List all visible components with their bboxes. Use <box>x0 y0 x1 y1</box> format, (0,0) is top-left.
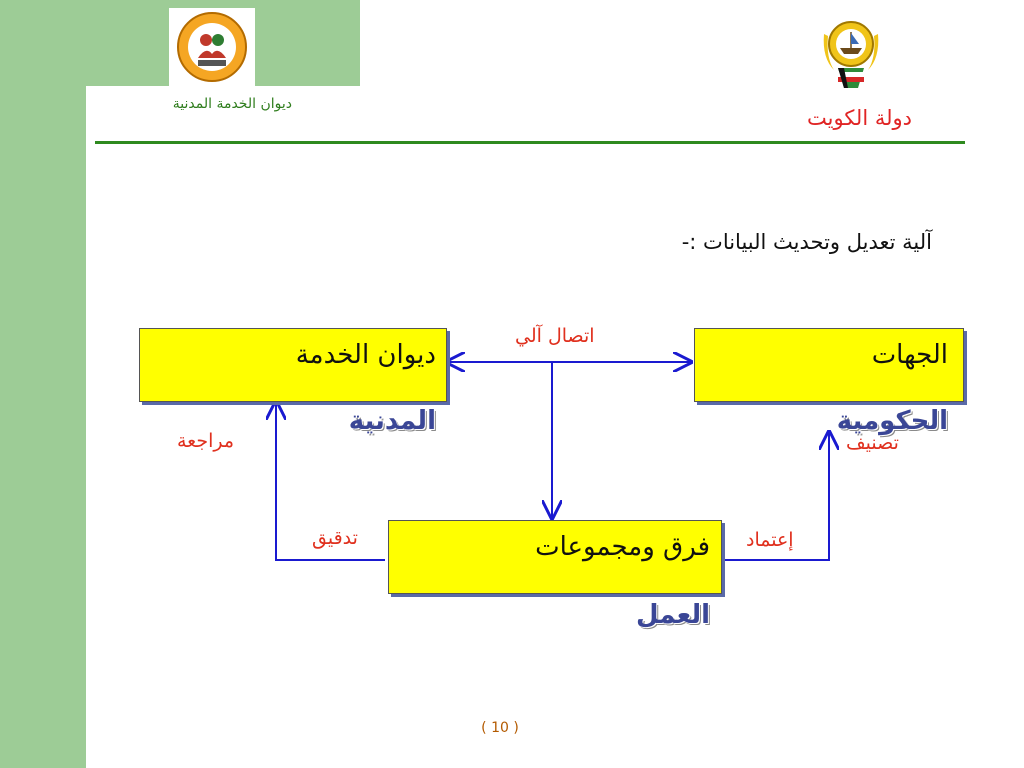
box-government-line2: الحكومية <box>836 406 948 436</box>
box-work-teams-line2: العمل <box>636 600 710 630</box>
page-number: ( 10 ) <box>481 720 519 736</box>
state-name: دولة الكويت <box>807 106 912 130</box>
label-approve: إعتماد <box>746 529 794 551</box>
label-auto-link: اتصال آلي <box>515 325 595 347</box>
box-work-teams-line1: فرق ومجموعات <box>535 532 710 562</box>
slide-heading: آلية تعديل وتحديث البيانات :- <box>681 230 932 254</box>
box-government-line1: الجهات <box>871 340 948 370</box>
label-audit: تدقيق <box>312 527 358 549</box>
box-civil-service-line1: ديوان الخدمة <box>295 340 436 370</box>
label-review: مراجعة <box>177 430 235 452</box>
org-name: ديوان الخدمة المدنية <box>172 96 292 112</box>
label-classify: تصنيف <box>846 432 899 454</box>
box-civil-service-line2: المدنية <box>348 406 436 436</box>
